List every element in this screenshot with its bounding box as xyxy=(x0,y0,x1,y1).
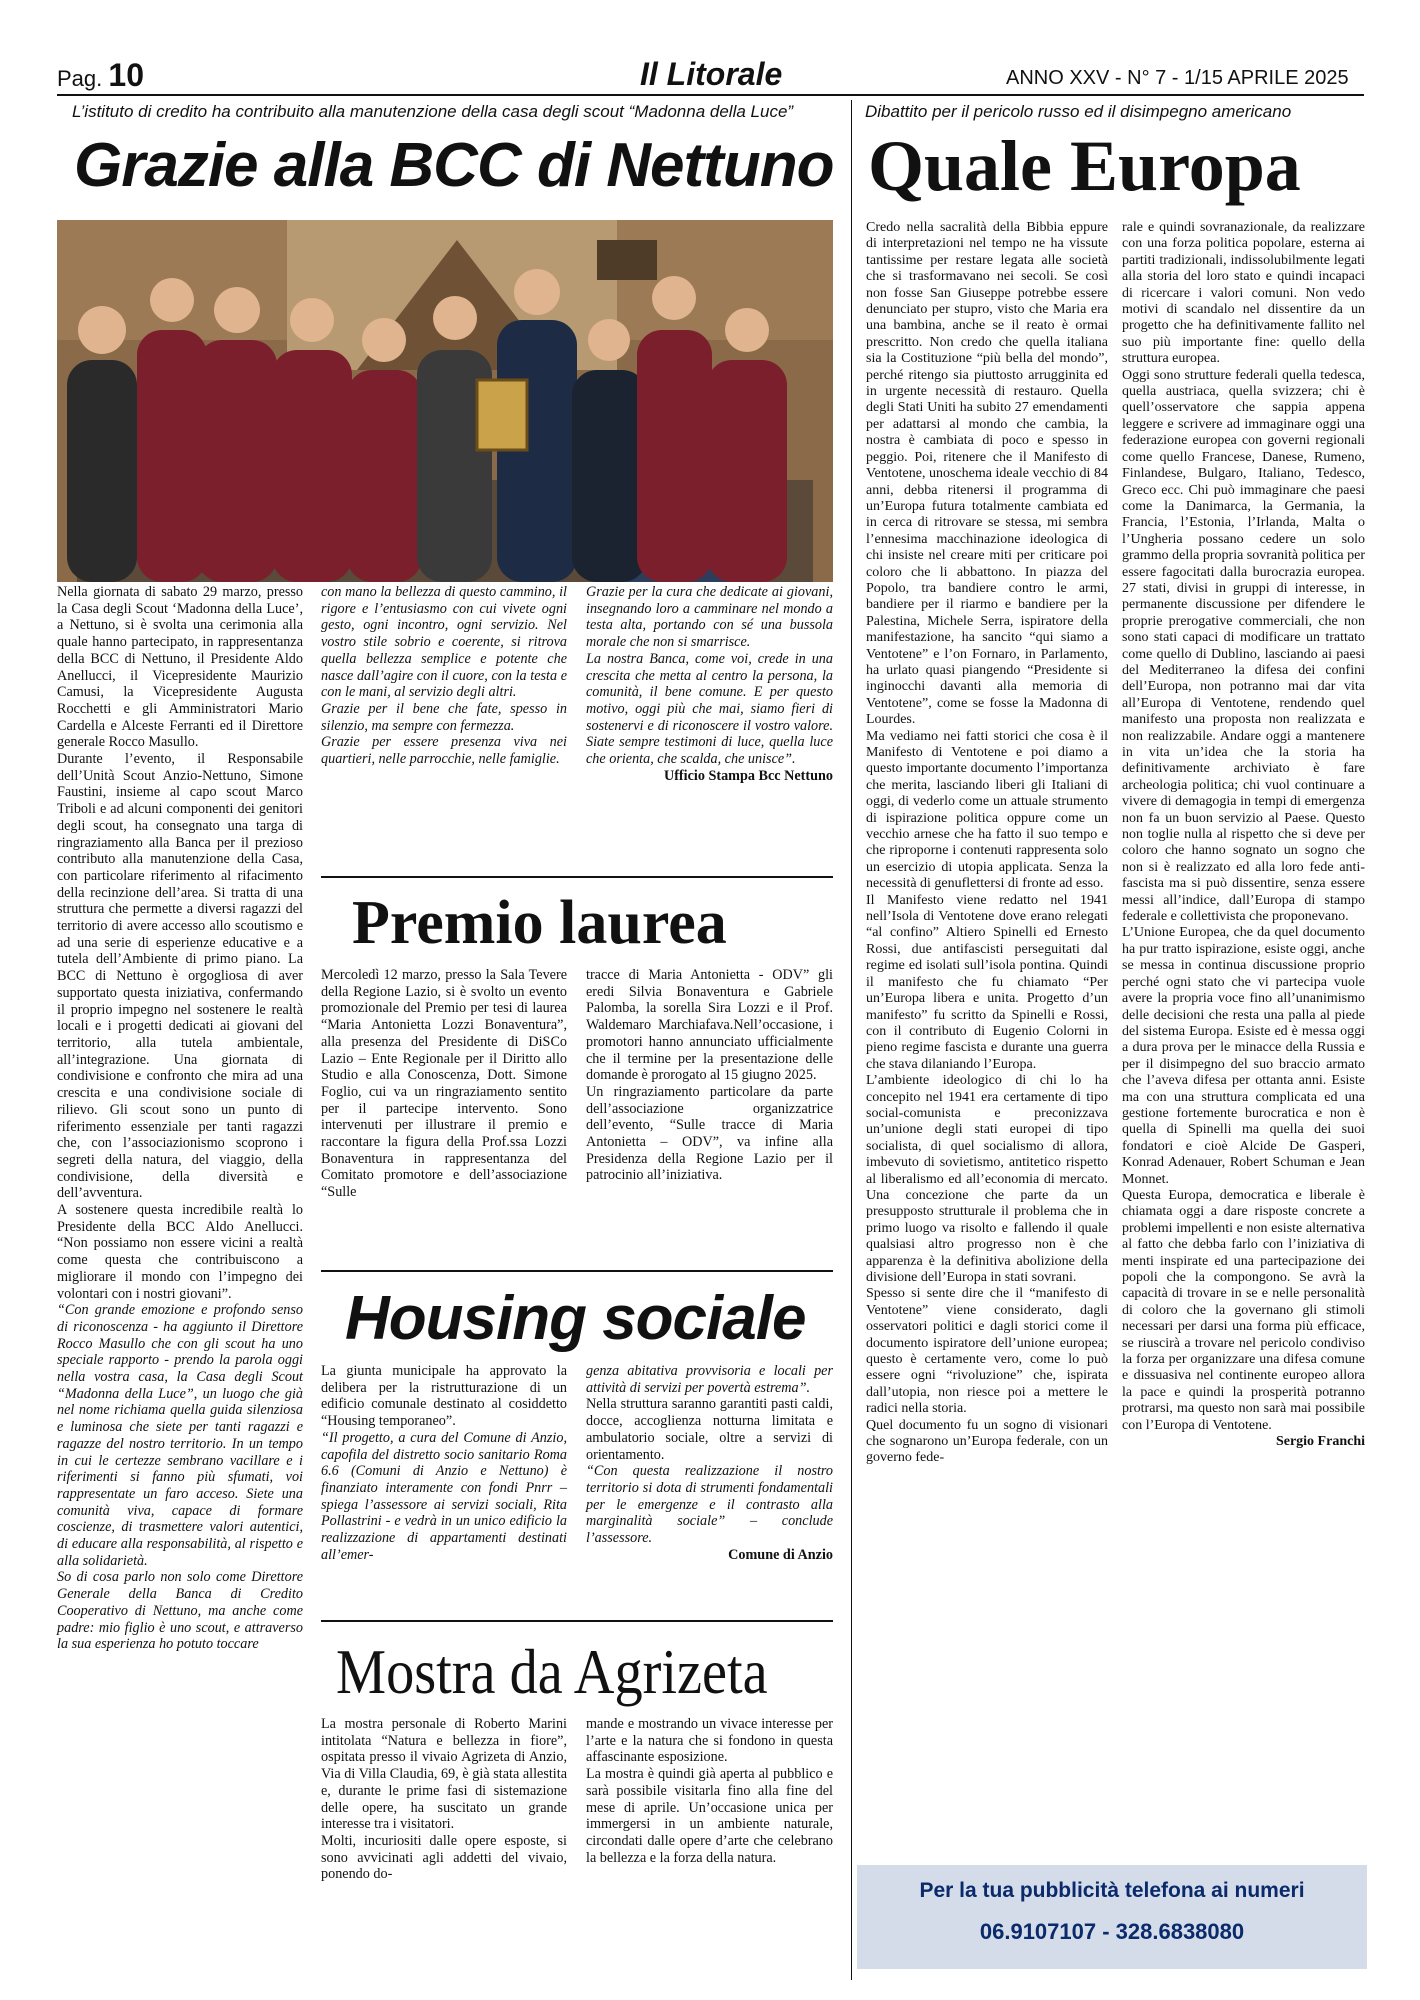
europa-paragraph: Credo nella sacralità della Bibbia eppure di interpretazioni nel tempo ne ha vissute tantissime per restare legata alle società che si trasformavano nei secoli. Se così non fosse San Giuseppe potrebbe essere denunciato per stupro, visto che Maria era una bambina, anche se il reato è ormai prescritto. Non credo che quella italiana sia la Costituzione “più bella del mondo”, perché ritengo sia piuttosto arrugginita ed in urgente necessità di restauro. Quella degli Stati Uniti ha subito 27 emendamenti per adattarsi al mondo che cambia, la nostra è cambiata di poco e spesso in peggio. Poi, ritenere che il Manifesto di Ventotene, unoschema ideale vecchio di 84 anni, debba ritenersi il programma di un’Europa futura totalmente cambiata ed in cerca di ritrovare se stessa, mi sembra l’ennesima macchinazione ideologica di chi insiste nel creare miti per criticare poi coloro che li abbattono. In piazza del Popolo, tra bandiere contro le armi, bandiere per il riarmo e bandiere per la Palestina, Michele Serra, ispiratore della manifestazione, ha sancito “qui siamo a Ventotene” e l’on Fornaro, in Parlamento, ha urlato quasi piangendo “Presidente si inginocchi davanti alla memoria di Ventotene”, come se fosse la Madonna di Lourdes. xyxy=(866,220,1108,728)
europa-paragraph: L’ambiente ideologico di chi lo ha concepito nel 1941 era certamente di tipo social-comunista e preconizzava un’unione degli stati europei di tipo socialista, di quel socialismo di allora, imbevuto di sovietismo, antitetico rispetto al liberalismo ed all’economia di mercato. Una concezione che parte da un presupposto strutturale il problema che in primo luogo va risolto e fallendo il quale qualsiasi altro progresso non è che apparenza è la definitiva abolizione della divisione dell’Europa in stati sovrani. xyxy=(866,1073,1108,1285)
europa-paragraph: Ma vediamo nei fatti storici che cosa è il Manifesto di Ventotene e poi diamo a questo importante documento l’importanza che merita, lasciando liberi gli Italiani di oggi, di vederlo come un attuale strumento di ispirazione politica oppure come un vecchio arnese che ha fatto il suo tempo e che riproporne i contenuti rappresenta solo un esercizio di utopia applicata. Senza la necessità di genuflettersi di fronte ad esso. xyxy=(866,728,1108,892)
mostra-paragraph: La mostra personale di Roberto Marini intitolata “Natura e bellezza in fiore”, ospitata presso il vivaio Agrizeta di Anzio, Via di Villa Claudia, 69, è già stata allestita e, durante le prime fasi di sistemazione delle opere, ha suscitato un grande interesse tra i visitatori. xyxy=(321,1716,567,1833)
bcc-column-3 xyxy=(586,584,833,784)
column-divider xyxy=(851,100,852,1980)
europa-signature: Sergio Franchi xyxy=(1275,1434,1365,1450)
bcc-paragraph: Grazie per il bene che fate, spesso in silenzio, ma sempre con fermezza. xyxy=(321,700,567,734)
scout-ceremony-photo xyxy=(57,220,833,582)
bcc-paragraph: Grazie per la cura che dedicate ai giovani, insegnando loro a camminare nel mondo a testa alta, portando con sé una bussola morale che non si smarrisce. xyxy=(586,584,833,651)
europa-paragraph: Spesso si sente dire che il “manifesto di Ventotene” viene considerato, dagli osservatori politici e dagli storici come il documento ispiratore dell’unione europea; questo è certamente vero, come lo può essere ogni “rivoluzione” che, ispirata dall’utopia, non riesce poi a mettere le radici nella storia. xyxy=(866,1286,1108,1417)
europa-paragraph: L’Unione Europea, che da quel documento ha pur tratto ispirazione, esiste oggi, anche se messa in continua discussione proprio perché ogni stato che vi partecipa vuole avere la propria voce fino all’unanimismo delle decisioni che resta una palla al piede del sistema Europa. Esiste ed è messa oggi a dura prova per le minacce della Russia e per il disimpegno del suo braccio armato che l’aveva difesa per ottanta anni. Esiste ma con una struttura complicata ed una gestione fortemente burocratica e non è quella di Spinelli ma quella dei suoi fondatori e cioè Alcide De Gasperi, Konrad Adenauer, Robert Schuman e Jean Monnet. xyxy=(1122,925,1365,1187)
europa-kicker: Dibattito per il pericolo russo ed il disimpegno americano xyxy=(865,102,1292,121)
bcc-paragraph: So di cosa parlo non solo come Direttore Generale della Banca di Credito Cooperativo di Nettuno, ma anche come padre: mio figlio è uno scout, e attraverso la sua esperienza ho potuto toccare xyxy=(57,1569,303,1653)
europa-paragraph: rale e quindi sovranazionale, da realizzare con una forza politica popolare, esterna ai partiti tradizionali, indissolubilmente legati alla storia del loro stato e quindi incapaci di ricercare i valori comuni. Non vedo motivi di scandalo nel dissentire da un progetto che ha definitivamente fallito nel suo più importante fine: quello della struttura europea. xyxy=(1122,220,1365,367)
mostra-rule xyxy=(321,1620,833,1622)
mostra-paragraph: Molti, incuriositi dalle opere esposte, si sono avvicinati agli addetti del vivaio, ponendo do- xyxy=(321,1832,567,1883)
bcc-paragraph: La nostra Banca, come voi, crede in una crescita che metta al centro la persona, la comunità, il bene comune. E per questo motivo, oggi più che mai, siamo fieri di sostenervi e di riconoscere il vostro valore. Siate sempre testimoni di luce, quella luce che orienta, che scalda, che unisce”. xyxy=(586,650,833,768)
housing-paragraph: La giunta municipale ha approvato la delibera per la ristrutturazione di un edificio comunale destinato al cosiddetto “Housing temporaneo”. xyxy=(321,1363,567,1430)
newspaper-name: Il Litorale xyxy=(640,56,783,92)
europa-paragraph: Il Manifesto viene redatto nel 1941 nell’Isola di Ventotene dove erano relegati “al confino” Altiero Spinelli ed Ernesto Rossi, due antifascisti perseguitati dal regime ed isolati sull’isola pontina. Quindi il manifesto che fu chiamato “Per un’Europa libera e unita. Progetto d’un manifesto” fu scritto da Spinelli e Rossi, con il contributo di Eugenio Colorni in pieno regime fascista e durante una guerra che stava dilaniando l’Europa. xyxy=(866,892,1108,1072)
housing-headline: Housing sociale xyxy=(345,1284,806,1353)
mostra-column-1 xyxy=(321,1716,567,1883)
housing-paragraph: “Con questa realizzazione il nostro territorio si dota di strumenti fondamentali per le emergenze e il contrasto alla marginalità sociale” – conclude l’assessore. xyxy=(586,1463,833,1547)
premio-paragraph: Mercoledì 12 marzo, presso la Sala Tevere della Regione Lazio, si è svolto un evento promozionale del Premio per tesi di laurea “Maria Antonietta Lozzi Bonaventura”, alla presenza del Presidente di DiSCo Lazio – Ente Regionale per il Diritto allo Studio e alla Conoscenza, Dott. Simone Foglio, cui va un ringraziamento sentito per il partecipe intervento. Sono intervenuti per illustrare il premio e raccontare la figura della Prof.ssa Lozzi Bonaventura in rappresentanza del Comitato promotore e dell’associazione “Sulle xyxy=(321,967,567,1201)
mostra-headline: Mostra da Agrizeta xyxy=(336,1636,768,1707)
masthead-rule xyxy=(57,94,1364,96)
housing-paragraph: “Il progetto, a cura del Comune di Anzio, capofila del distretto socio sanitario Roma 6.6 (Comuni di Anzio e Nettuno) è finanziato interamente con fondi Pnrr – spiega l’assessore ai servizi sociali, Rita Pollastrini - e vedrà in un unico edificio la realizzazione di appartamenti destinati all’emer- xyxy=(321,1429,567,1563)
housing-rule xyxy=(321,1270,833,1272)
premio-headline: Premio laurea xyxy=(352,889,727,957)
mostra-paragraph: mande e mostrando un vivace interesse per l’arte e la natura che si fondono in questa affascinante esposizione. xyxy=(586,1716,833,1766)
page-number: Pag. 10 xyxy=(57,57,144,93)
housing-paragraph: genza abitativa provvisoria e locali per attività di servizi per povertà estrema”. xyxy=(586,1363,833,1396)
housing-column-1 xyxy=(321,1363,567,1563)
europa-column-2 xyxy=(1122,220,1365,1450)
advertising-phone-numbers: 06.9107107 - 328.6838080 xyxy=(979,1919,1245,1944)
premio-paragraph: tracce di Maria Antonietta - ODV” gli eredi Silvia Bonaventura e Gabriele Palomba, la sorella Sira Lozzi e il Prof. Waldemaro Marchiafava.Nell’occasione, i promotori hanno annunciato ufficialmente che il termine per la presentazione delle domande è prorogato al 15 giugno 2025. xyxy=(586,967,833,1084)
advertising-box xyxy=(857,1865,1367,1969)
housing-paragraph: Nella struttura saranno garantiti pasti caldi, docce, accoglienza notturna limitata e ambulatorio sociale, oltre a servizi di orientamento. xyxy=(586,1396,833,1463)
premio-column-1 xyxy=(321,967,567,1201)
housing-signature: Comune di Anzio xyxy=(728,1546,833,1563)
bcc-kicker: L’istituto di credito ha contribuito alla manutenzione della casa degli scout “Madonna della Luce” xyxy=(72,102,794,121)
bcc-paragraph: A sostenere questa incredibile realtà lo Presidente della BCC Aldo Anellucci. “Non possiamo non essere vicini a realtà come questa che contribuiscono a migliorare il mondo con l’impegno dei volontari con i nostri giovani”. xyxy=(57,1202,303,1302)
premio-rule xyxy=(321,876,833,878)
mostra-column-2 xyxy=(586,1716,833,1866)
europa-paragraph: Quel documento fu un sogno di visionari che sognarono un’Europa federale, con un governo fede- xyxy=(866,1417,1108,1466)
bcc-paragraph: Durante l’evento, il Responsabile dell’Unità Scout Anzio-Nettuno, Simone Faustini, insieme al capo scout Marco Triboli e ad alcuni componenti dei genitori degli scout, ha consegnato una targa di ringraziamento alla Banca per il prezioso contributo alla manutenzione della Casa, con particolare riferimento al rifacimento della recinzione dell’area. Si tratta di una struttura che permette a diversi ragazzi del territorio di avere accesso allo scoutismo e ad una serie di esperienze educative e a tutela dell’Ambiente di primo piano. La BCC di Nettuno è orgogliosa di aver supportato questa iniziativa, confermando il proprio impegno nel sostenere le realtà locali e i progetti dedicati ai giovani del territorio, alla tutela ambientale, all’integrazione. Una giornata di condivisione e confronto che mira ad una crescita e una condivisione sociale di rilievo. Gli scout sono un punto di riferimento essenziale per tanti ragazzi che, con l’associazionismo scoprono i segreti della natura, del viaggio, della condivisione, della diversità e dell’avventura. xyxy=(57,751,303,1202)
bcc-paragraph: con mano la bellezza di questo cammino, il rigore e l’entusiasmo con cui vivete ogni gesto, ogni incontro, ogni servizio. Nel vostro stile sobrio e coerente, si ritrova quella bellezza semplice e potente che nasce dall’agire con il cuore, con la testa e con le mani, al servizio degli altri. xyxy=(321,584,567,701)
premio-paragraph: Un ringraziamento particolare da parte dell’associazione organizzatrice dell’evento, “Sulle tracce di Maria Antonietta – ODV”, va infine alla Presidenza della Regione Lazio per il patrocinio all’iniziativa. xyxy=(586,1083,833,1184)
europa-column-1 xyxy=(866,220,1108,1467)
issue-info: ANNO XXV - N° 7 - 1/15 APRILE 2025 xyxy=(1006,67,1349,89)
europa-headline: Quale Europa xyxy=(868,126,1301,206)
bcc-column-1 xyxy=(57,584,303,1653)
bcc-headline: Grazie alla BCC di Nettuno xyxy=(74,131,834,200)
europa-paragraph: Questa Europa, democratica e liberale è chiamata oggi a dare risposte concrete a problemi impellenti e non esiste alternativa al fatto che debba farlo con l’iniziativa di menti inspirate ed una partecipazione dei popoli che la compongono. Se avrà la capacità di trovare in se e nelle personalità di coloro che la governano gli stimoli necessari per darsi una forma più efficace, se riuscirà a trovare nel pericolo condiviso la forza per organizzare una difesa comune e dissuasiva nel continente europeo allora la pace e quindi la prosperità potranno protrarsi, ma questo non sarà mai possibile con l’Europa di Ventotene. xyxy=(1122,1187,1365,1433)
advertising-text: Per la tua pubblicità telefona ai numeri xyxy=(919,1879,1305,1902)
mostra-paragraph: La mostra è quindi già aperta al pubblico e sarà possibile visitarla fino alla fine del mese di aprile. Un’occasione unica per immergersi in un ambiente naturale, circondati dalle opere d’arte che celebrano la bellezza e la forza della natura. xyxy=(586,1766,833,1866)
housing-column-2 xyxy=(586,1363,833,1563)
bcc-paragraph: Grazie per essere presenza viva nei quartieri, nelle parrocchie, nelle famiglie. xyxy=(321,734,567,768)
bcc-column-2 xyxy=(321,584,567,768)
bcc-paragraph: “Con grande emozione e profondo senso di riconoscenza - ha aggiunto il Direttore Rocco Masullo che con gli scout ha uno speciale rapporto - prendo la parola oggi nella vostra casa, la Casa degli Scout “Madonna della Luce”, un luogo che già nel nome richiama quella guida silenziosa e luminosa che siete per tanti ragazzi e ragazze del nostro territorio. In un tempo in cui le certezze sembrano vacillare e i riferimenti si fanno più sfumati, voi rappresentate un faro acceso. Siete una comunità viva, capace di formare coscienze, di trasmettere valori autentici, di educare alla responsabilità, al rispetto e alla solidarietà. xyxy=(57,1302,303,1569)
europa-paragraph: Oggi sono strutture federali quella tedesca, quella austriaca, quella svizzera; chi è quell’osservatore che sappia appena leggere e scrivere ad immaginare oggi una federazione europea con governi regionali come quello Francese, Danese, Rumeno, Finlandese, Bulgaro, Italiano, Tedesco, Greco ecc. Chi può immaginare che paesi come la Danimarca, la Germania, la Francia, l’Estonia, l’Irlanda, Malta o l’Ungheria possano cedere un solo grammo della propria sovranità politica per essere fagocitati dalla burocrazia europea. 27 stati, divisi in gruppi di interesse, in permanente discussione per difendere le proprie prerogative commerciali, che non sono stati capaci di modificare un trattato come quello di Dublino, lasciando ai paesi del Mediterraneo la difesa dei confini dell’Europa, non potranno mai dar vita all’Europa di Ventotene, rendendo quel manifesto una proposta non realizzata e non realizzabile. Andare oggi a mantenere in vita un’idea che la storia ha definitivamente archiviato è fare archeologia politica; chi vuol continuare a vivere di demagogia in tempi di emergenza non fa un buon servizio al Paese. Questo non toglie nulla al rispetto che si deve per coloro che hanno sognato un sogno che non si è realizzato ed alla loro fede anti-fascista ma si può dissentire, senza essere messi all’indice, dall’Europa di stampo federale e collettivista che proponevano. xyxy=(1122,367,1365,925)
bcc-signature: Ufficio Stampa Bcc Nettuno xyxy=(663,767,833,784)
bcc-paragraph: Nella giornata di sabato 29 marzo, presso la Casa degli Scout ‘Madonna della Luce’, a Nettuno, si è svolta una cerimonia alla quale hanno partecipato, in rappresentanza della BCC di Nettuno, il Presidente Aldo Anellucci, il Vicepresidente Maurizio Camusi, la Vicepresidente Augusta Rocchetti e gli Amministratori Mario Cardella e Alceste Ferranti ed il Direttore generale Rocco Masullo. xyxy=(57,584,303,751)
premio-column-2 xyxy=(586,967,833,1184)
